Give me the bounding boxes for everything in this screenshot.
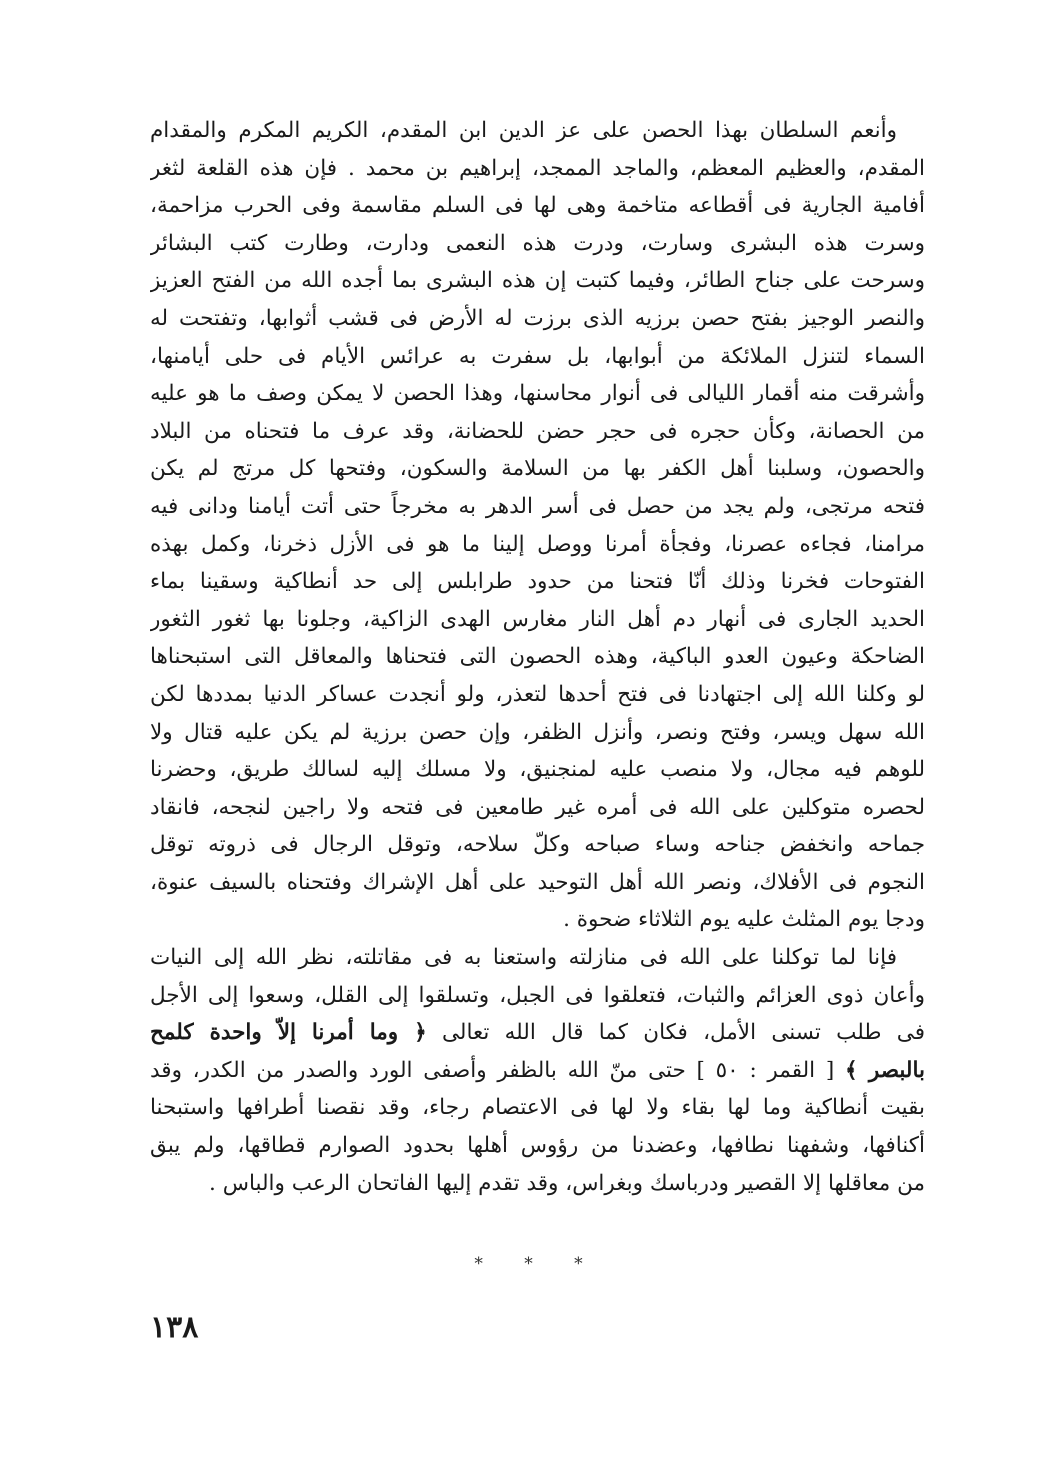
text-line: والنصر الوجيز بفتح حصن برزيه الذى برزت له الأرض فى قشب أثوابها، وتفتحت له bbox=[150, 305, 925, 331]
text-line: الله سهل ويسر، وفتح ونصر، وأنزل الظفر، وإن حصن برزية لم يكن عليه قتال ولا bbox=[150, 719, 925, 745]
text-line: الحديد الجارى فى أنهار دم أهل النار مغارس الهدى الزاكية، وجلونا بها ثغور الثغور bbox=[150, 606, 925, 632]
quran-verse: بالبصر ﴾ bbox=[844, 1057, 925, 1083]
text-line bbox=[150, 1052, 925, 1090]
text-line: الفتوحات فخرنا وذلك أنّا فتحنا من حدود طرابلس إلى حد أنطاكية وسقينا بماء bbox=[150, 569, 925, 595]
text-line: فإنا لما توكلنا على الله فى منازلته واستعنا به فى مقاتلته، نظر الله إلى النيات bbox=[150, 945, 897, 971]
section-divider: * * * bbox=[474, 1254, 601, 1274]
text-line: جماحه وانخفض جناحه وساء صباحه وكلّ سلاحه، وتوقل الرجال فى ذروته توقل bbox=[150, 832, 925, 858]
text-segment: [ القمر : ٥٠ ] حتى منّ الله بالظفر وأصفى الورد والصدر من الكدر، وقد bbox=[150, 1057, 835, 1083]
text-line: بقيت أنطاكية وما لها بقاء ولا لها فى الاعتصام رجاء، وقد نقصنا أطرافها واستبحنا bbox=[150, 1095, 925, 1121]
text-line: لو وكلنا الله إلى اجتهادنا فى فتح أحدها لتعذر، ولو أنجدت عساكر الدنيا بمددها لكن bbox=[150, 681, 925, 707]
paragraph-2 bbox=[150, 939, 925, 1202]
text-line: للوهم فيه مجال، ولا منصب عليه لمنجنيق، ولا مسلك إليه لسالك طريق، وحضرنا bbox=[150, 757, 925, 783]
text-line: المقدم، والعظيم المعظم، والماجد الممجد، إبراهيم بن محمد . فإن هذه القلعة لثغر bbox=[150, 155, 925, 181]
text-line: وأشرقت منه أقمار الليالى فى أنوار محاسنها، وهذا الحصن لا يمكن وصف ما هو عليه bbox=[150, 381, 925, 407]
text-line: والحصون، وسلبنا أهل الكفر بها من السلامة والسكون، وفتحها كل مرتج لم يكن bbox=[150, 456, 925, 482]
quran-verse: ﴿ وما أمرنا إلاّ واحدة كلمح bbox=[150, 1020, 427, 1046]
text-line: وأعان ذوى العزائم والثبات، فتعلقوا فى الجبل، وتسلقوا إلى القلل، وسعوا إلى الأجل bbox=[150, 982, 925, 1008]
text-line: من معاقلها إلا القصير ودرباسك وبغراس، وقد تقدم إليها الفاتحان الرعب والباس . bbox=[209, 1170, 925, 1196]
text-line: لحصره متوكلين على الله فى أمره غير طامعين فى فتحه ولا راجين لنجحه، فانقاد bbox=[150, 794, 925, 820]
text-line: النجوم فى الأفلاك، ونصر الله أهل التوحيد على أهل الإشراك وفتحناه بالسيف عنوة، bbox=[150, 869, 925, 895]
text-line bbox=[150, 1014, 925, 1052]
text-line: وأنعم السلطان بهذا الحصن على عز الدين ابن المقدم، الكريم المكرم والمقدام bbox=[150, 118, 897, 143]
text-line: ودجا يوم المثلث عليه يوم الثلاثاء ضحوة . bbox=[563, 907, 925, 933]
text-line: فتحه مرتجى، ولم يجد من حصل فى أسر الدهر به مخرجاً حتى أتت أيامنا ودانى فيه bbox=[150, 493, 925, 519]
text-segment: فى طلب تسنى الأمل، فكان كما قال الله تعالى bbox=[441, 1020, 925, 1046]
text-line: وسرت هذه البشرى وسارت، ودرت هذه النعمى ودارت، وطارت كتب البشائر bbox=[150, 230, 925, 256]
text-line: السماء لتنزل الملائكة من أبوابها، بل سفرت به عرائس الأيام فى حلى أيامنها، bbox=[150, 343, 925, 369]
page-number: ١٣٨ bbox=[150, 1310, 199, 1345]
text-line: أكنافها، وشفهنا نطافها، وعضدنا من رؤوس أهلها بحدود الصوارم قطاقها، ولم يبق bbox=[150, 1133, 925, 1159]
text-line: أفامية الجارية فى أقطاعه متاخمة وهى لها فى السلم مقاسمة وفى الحرب مزاحمة، bbox=[150, 193, 925, 219]
paragraph-1 bbox=[150, 112, 925, 939]
book-page bbox=[150, 112, 925, 1412]
text-line: وسرحت على جناح الطائر، وفيما كتبت إن هذه البشرى بما أجده الله من الفتح العزيز bbox=[150, 268, 925, 294]
text-line: الضاحكة وعيون العدو الباكية، وهذه الحصون التى فتحناها والمعاقل التى استبحناها bbox=[150, 644, 925, 670]
text-line: مرامنا، فجاءه عصرنا، وفجأة أمرنا ووصل إلينا ما هو فى الأزل ذخرنا، وكمل بهذه bbox=[150, 531, 925, 557]
text-line: من الحصانة، وكأن حجره فى حجر حضن للحضانة، وقد عرف ما فتحناه من البلاد bbox=[150, 418, 925, 444]
